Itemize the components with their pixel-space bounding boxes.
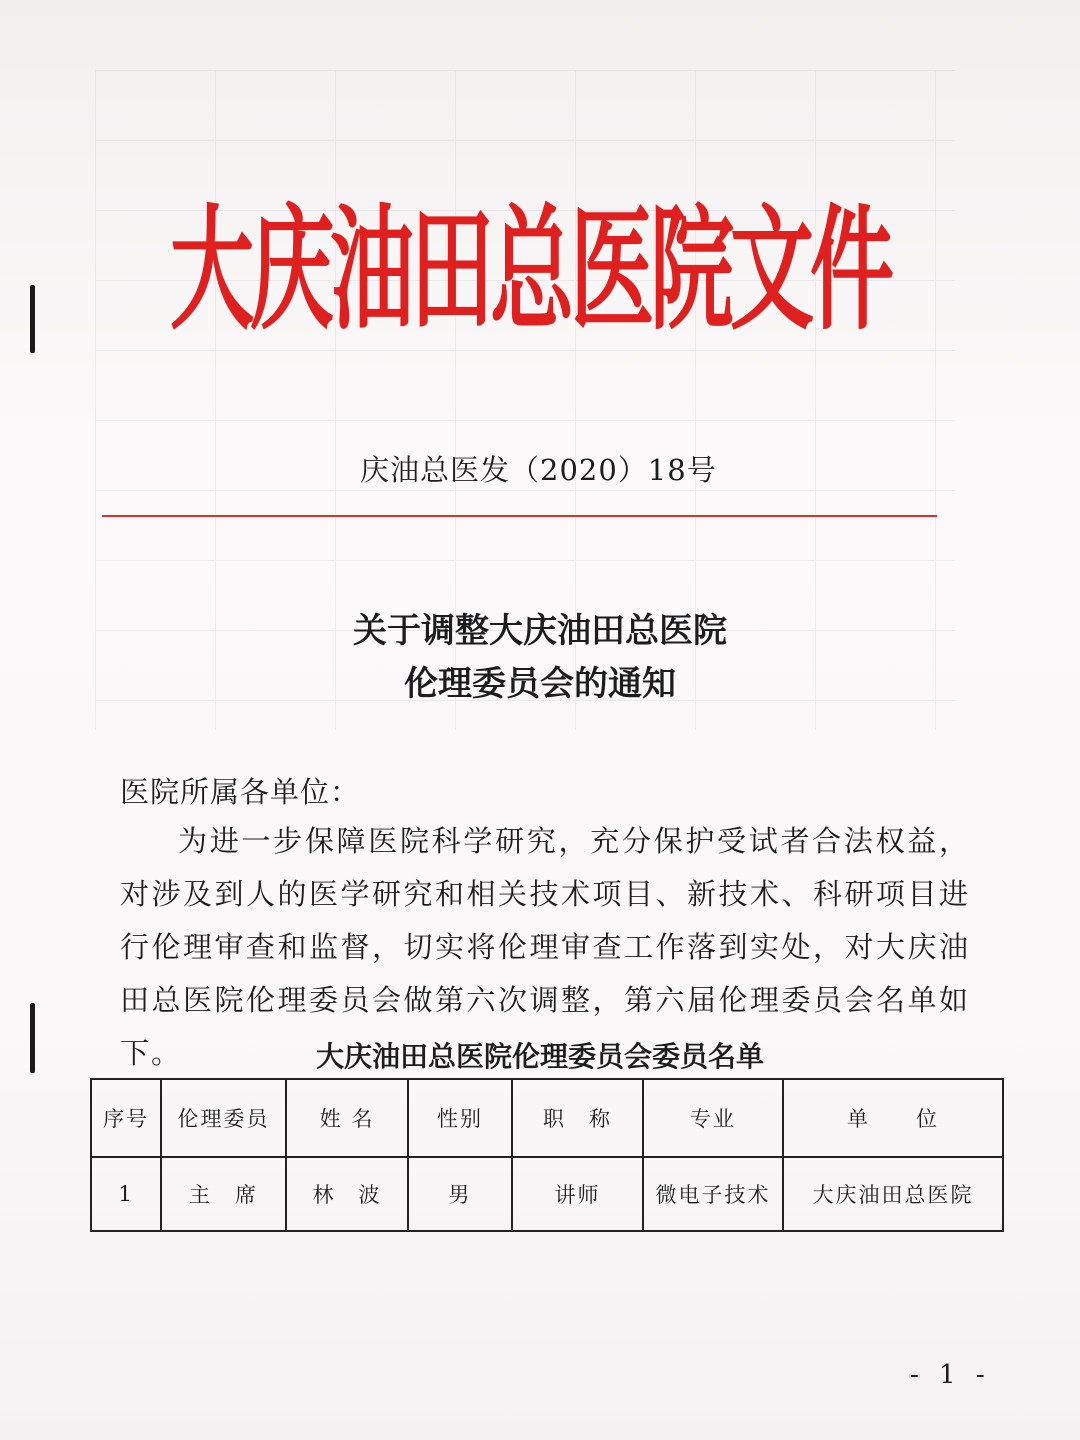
page-number: - 1 - (910, 1360, 991, 1390)
table-title: 大庆油田总医院伦理委员会委员名单 (315, 1040, 764, 1073)
column-header-gender: 性别 (408, 1079, 512, 1157)
column-header-index: 序号 (91, 1079, 161, 1157)
header-divider (102, 515, 937, 517)
body-paragraph: 为进一步保障医院科学研究，充分保护受试者合法权益，对涉及到人的医学研究和相关技术项目、新技术、科研项目进行伦理审查和监督，切实将伦理审查工作落到实处，对大庆油田总医院伦理委员会做第六次调整，第六届伦理委员会名单如下。 (120, 824, 970, 1070)
notice-title-line1: 关于调整大庆油田总医院 (353, 611, 727, 651)
column-header-specialty: 专业 (643, 1079, 783, 1157)
column-header-title: 职 称 (512, 1079, 643, 1157)
cell-index: 1 (91, 1157, 161, 1231)
committee-members-table (90, 1078, 1004, 1232)
document-number: 庆油总医发（2020）18号 (360, 453, 717, 487)
table-row (91, 1157, 1003, 1231)
cell-unit: 大庆油田总医院 (783, 1157, 1003, 1231)
column-header-role: 伦理委员 (161, 1079, 286, 1157)
binder-mark-top (30, 285, 35, 353)
salutation: 医院所属各单位： (120, 775, 361, 809)
document-header-title: 大庆油田总医院文件 (170, 191, 891, 349)
cell-role: 主 席 (161, 1157, 286, 1231)
table-header-row (91, 1079, 1003, 1157)
notice-title-line2: 伦理委员会的通知 (404, 664, 676, 704)
cell-name: 林 波 (286, 1157, 408, 1231)
column-header-unit: 单 位 (783, 1079, 1003, 1157)
cell-specialty: 微电子技术 (643, 1157, 783, 1231)
cell-title: 讲师 (512, 1157, 643, 1231)
column-header-name: 姓 名 (286, 1079, 408, 1157)
cell-gender: 男 (408, 1157, 512, 1231)
